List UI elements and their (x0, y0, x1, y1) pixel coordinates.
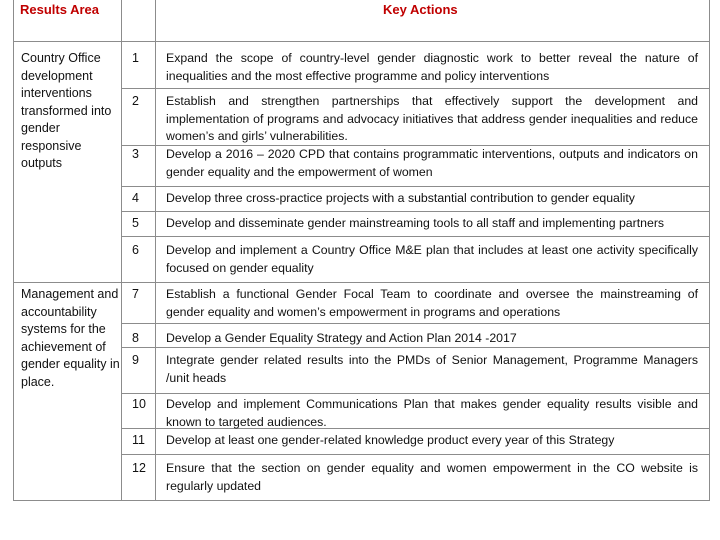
row-divider (121, 236, 709, 237)
action-number: 9 (132, 353, 139, 367)
action-text: Ensure that the section on gender equality and women empowerment in the CO website is regularly updated (166, 461, 698, 493)
action-text: Develop and implement a Country Office M&E plan that includes at least one activity specifically focused on gender equality (166, 243, 698, 275)
header-divider (14, 41, 709, 42)
row-divider (121, 211, 709, 212)
results-area-cell: Management and accountability systems for the achievement of gender equality in place. (21, 287, 120, 389)
row-divider (121, 186, 709, 187)
action-number: 6 (132, 243, 139, 257)
action-number: 11 (132, 433, 145, 447)
action-text: Develop and disseminate gender mainstreaming tools to all staff and implementing partners (166, 216, 665, 230)
action-text: Expand the scope of country-level gender diagnostic work to better reveal the nature of inequalities and the most effective programme and policy interventions (166, 51, 698, 83)
action-text: Develop a Gender Equality Strategy and Action Plan 2014 -2017 (166, 331, 517, 345)
action-text: Establish a functional Gender Focal Team to coordinate and oversee the mainstreaming of gender equality and women’s empowerment in programs and operations (166, 287, 698, 319)
action-number: 8 (132, 331, 139, 345)
action-number: 5 (132, 216, 139, 230)
results-area-header: Results Area (20, 2, 99, 17)
column-divider (155, 0, 156, 500)
row-divider (121, 88, 709, 89)
key-actions-header: Key Actions (383, 2, 458, 17)
action-number: 2 (132, 94, 139, 108)
action-text: Develop and implement Communications Plan that makes gender equality results visible and known to targeted audiences. (166, 397, 698, 429)
action-number: 10 (132, 397, 146, 411)
action-text: Integrate gender related results into the PMDs of Senior Management, Programme Managers /unit heads (166, 353, 698, 385)
action-text: Develop a 2016 – 2020 CPD that contains programmatic interventions, outputs and indicators on gender equality and the empowerment of women (166, 147, 698, 179)
action-number: 3 (132, 147, 139, 161)
action-number: 4 (132, 191, 139, 205)
action-text: Develop at least one gender-related knowledge product every year of this Strategy (166, 433, 615, 447)
row-divider (121, 393, 709, 394)
action-text: Develop three cross-practice projects with a substantial contribution to gender equality (166, 191, 635, 205)
results-area-cell: Country Office development interventions transformed into gender responsive outputs (21, 51, 112, 170)
row-divider (121, 323, 709, 324)
action-number: 12 (132, 461, 146, 475)
results-table (13, 0, 710, 501)
action-number: 7 (132, 287, 139, 301)
action-number: 1 (132, 51, 139, 65)
action-text: Establish and strengthen partnerships that effectively support the development and implementation of programs and advocacy initiatives that address gender inequalities and reduce women’s and girls’ vulnerabilities. (166, 94, 698, 143)
column-divider (121, 0, 122, 500)
section-divider (14, 282, 709, 283)
row-divider (121, 454, 709, 455)
